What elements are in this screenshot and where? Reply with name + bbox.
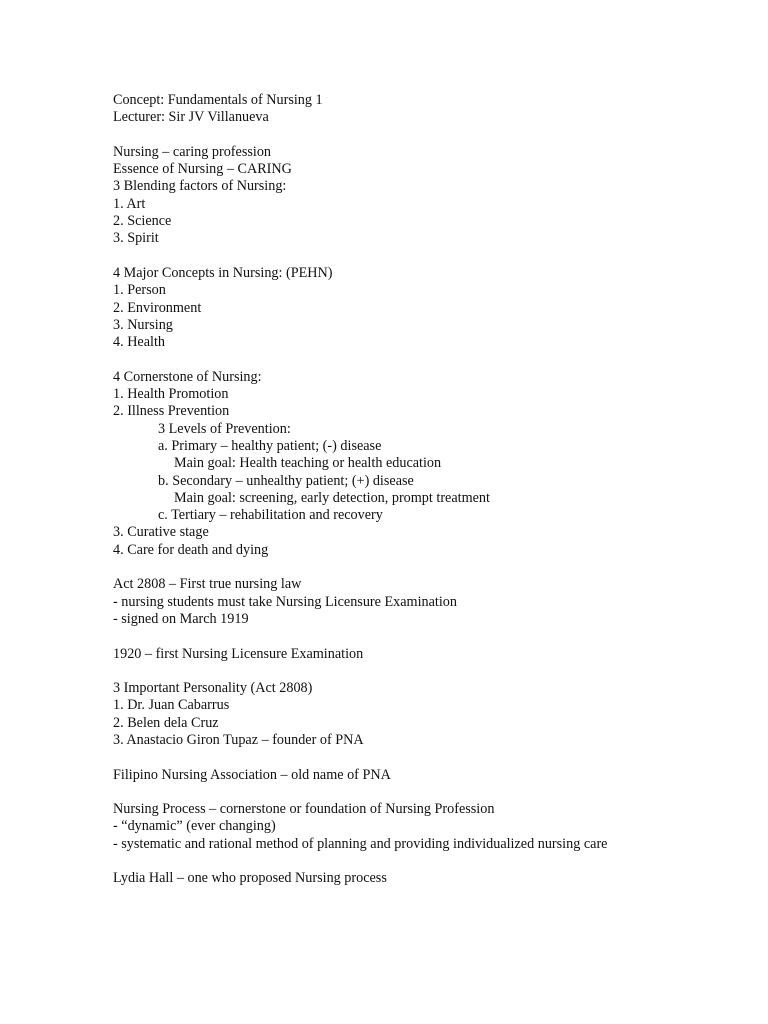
list-item: 2. Environment: [113, 299, 202, 316]
lydia-hall-line: Lydia Hall – one who proposed Nursing process: [113, 870, 387, 887]
list-item: 1. Person: [113, 282, 166, 299]
act-2808-detail: - signed on March 1919: [113, 610, 249, 627]
list-item: 3. Curative stage: [113, 524, 209, 541]
primary-main-goal: Main goal: Health teaching or health education: [174, 455, 442, 472]
levels-of-prevention-title: 3 Levels of Prevention:: [158, 420, 291, 437]
essence-of-nursing: Essence of Nursing – CARING: [113, 161, 292, 178]
blank-line: [113, 784, 753, 801]
lecturer-line: Lecturer: Sir JV Villanueva: [113, 109, 269, 126]
list-item: 1. Health Promotion: [113, 386, 229, 403]
blank-line: [113, 853, 753, 870]
primary-prevention: a. Primary – healthy patient; (-) disease: [158, 437, 382, 454]
list-item: 4. Care for death and dying: [113, 541, 269, 558]
list-item: 3. Anastacio Giron Tupaz – founder of PNA: [113, 731, 364, 748]
nursing-process-detail: - “dynamic” (ever changing): [113, 818, 276, 835]
list-item: 1. Art: [113, 195, 146, 212]
list-item: 1. Dr. Juan Cabarrus: [113, 697, 230, 714]
list-item: 2. Belen dela Cruz: [113, 714, 219, 731]
tertiary-prevention: c. Tertiary – rehabilitation and recovery: [158, 507, 383, 524]
fna-line: Filipino Nursing Association – old name of PNA: [113, 766, 391, 783]
nursing-definition: Nursing – caring profession: [113, 143, 272, 160]
blank-line: [113, 628, 753, 645]
major-concepts-title: 4 Major Concepts in Nursing: (PEHN): [113, 264, 333, 281]
document-body: [113, 92, 753, 888]
act-2808-detail: - nursing students must take Nursing Licensure Examination: [113, 593, 457, 610]
list-item: 2. Illness Prevention: [113, 403, 230, 420]
act-2808-title: Act 2808 – First true nursing law: [113, 576, 302, 593]
list-item: 4. Health: [113, 334, 166, 351]
personality-title: 3 Important Personality (Act 2808): [113, 680, 313, 697]
blank-line: [113, 663, 753, 680]
secondary-main-goal: Main goal: screening, early detection, prompt treatment: [174, 489, 490, 506]
nursing-process-detail: - systematic and rational method of planning and providing individualized nursing care: [113, 835, 608, 852]
concept-line: Concept: Fundamentals of Nursing 1: [113, 92, 323, 108]
list-item: 3. Nursing: [113, 316, 173, 333]
list-item: 2. Science: [113, 213, 172, 230]
list-item: 3. Spirit: [113, 230, 159, 247]
secondary-prevention: b. Secondary – unhealthy patient; (+) disease: [158, 472, 414, 489]
blending-factors-title: 3 Blending factors of Nursing:: [113, 178, 287, 195]
blank-line: [113, 749, 753, 766]
cornerstone-title: 4 Cornerstone of Nursing:: [113, 368, 262, 385]
blank-line: [113, 351, 753, 368]
nursing-process-title: Nursing Process – cornerstone or foundation of Nursing Profession: [113, 801, 495, 818]
blank-line: [113, 559, 753, 576]
blank-line: [113, 248, 753, 265]
exam-1920-line: 1920 – first Nursing Licensure Examination: [113, 645, 364, 662]
blank-line: [113, 127, 753, 144]
